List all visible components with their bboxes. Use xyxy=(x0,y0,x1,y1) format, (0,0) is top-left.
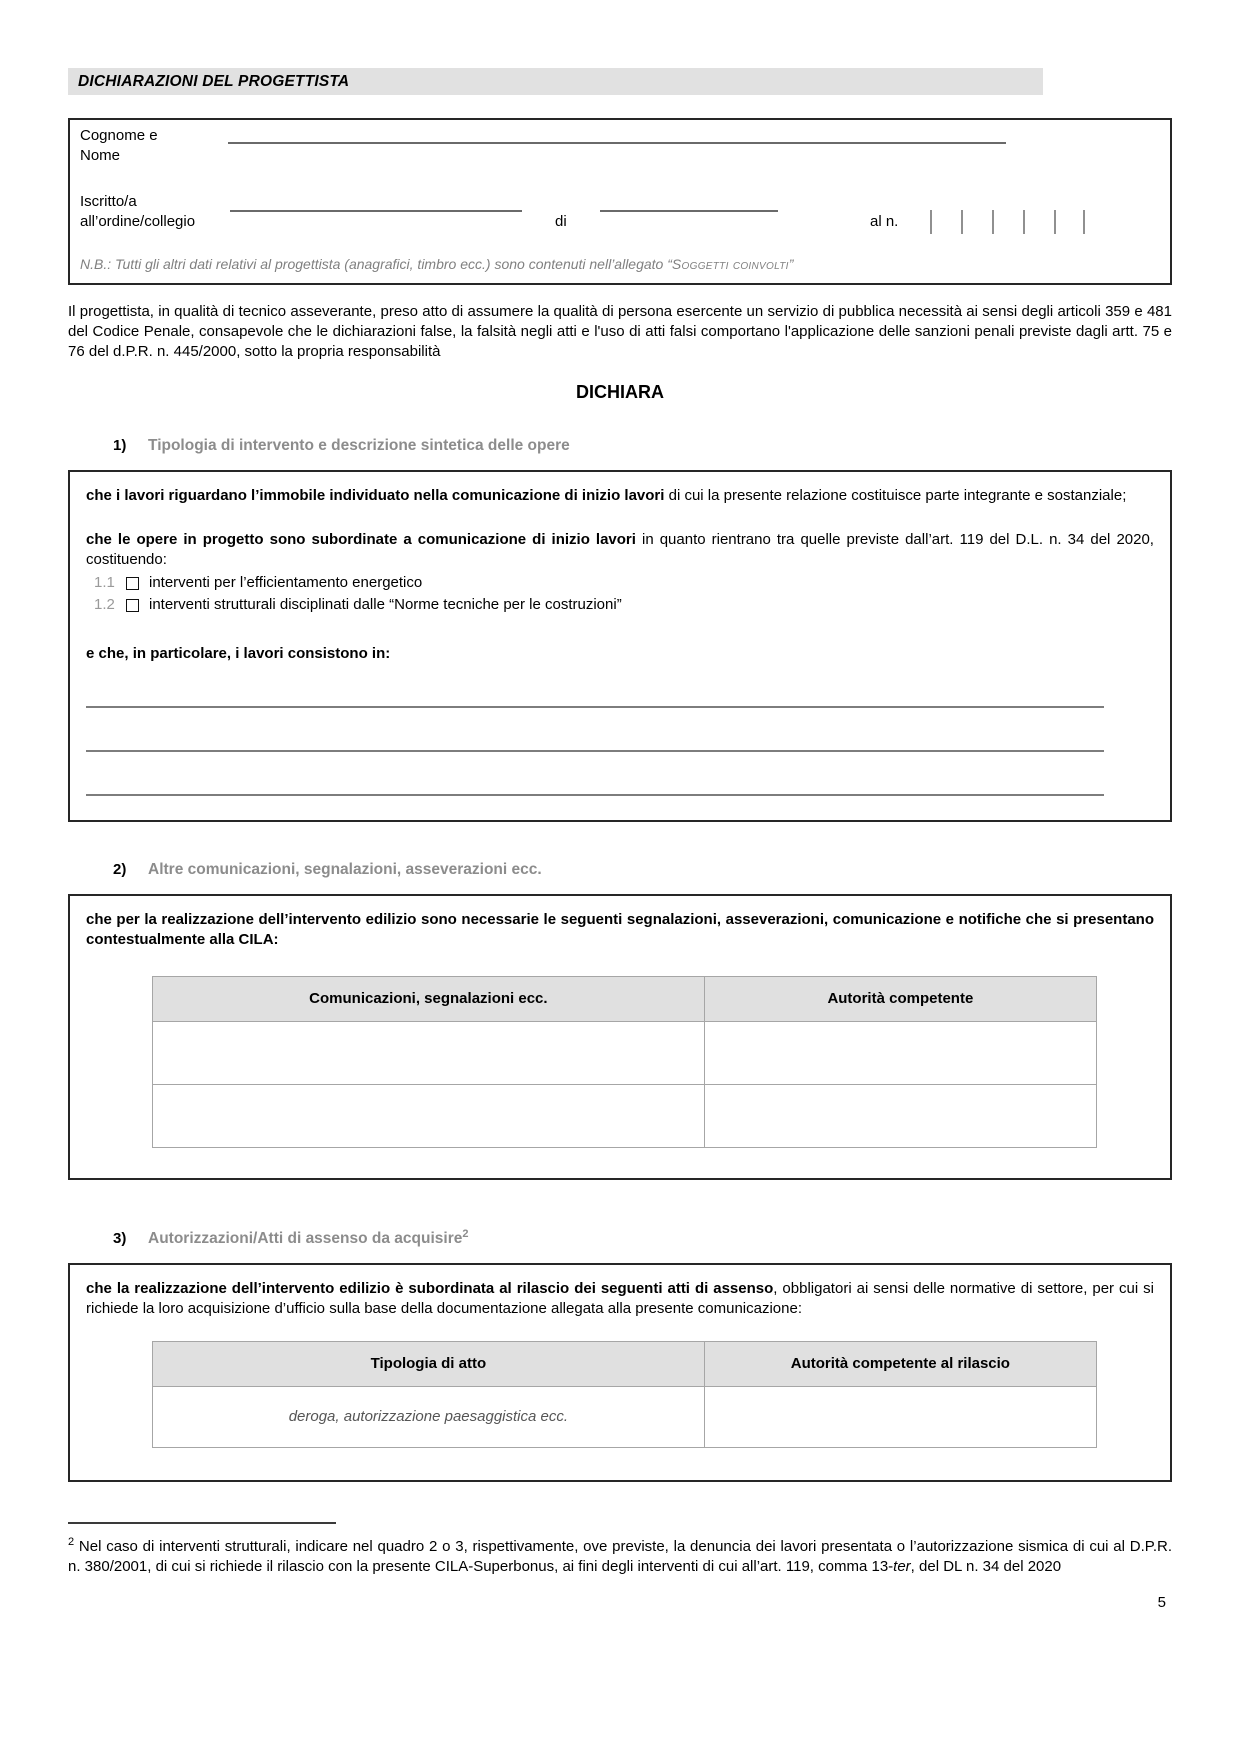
registered-label-line2: all’ordine/collegio xyxy=(80,213,196,230)
di-label: di xyxy=(555,213,567,230)
column-header: Tipologia di atto xyxy=(153,1342,705,1387)
section1-para2-bold: che le opere in progetto sono subordinate a comunicazione di inizio lavori xyxy=(86,531,636,548)
section3-intro-rest: , obbligatori ai sensi delle normative di settore, per cui si richiede la loro acquisizione d’ufficio sulla base della documentazione allegata alla presente comunicazione: xyxy=(86,1280,1154,1318)
act-type-placeholder-cell[interactable]: deroga, autorizzazione paesaggistica ecc. xyxy=(153,1387,705,1448)
section1-para1-bold: che i lavori riguardano l’immobile individuato nella comunicazione di inizio lavori xyxy=(86,487,665,504)
section1-para1 xyxy=(86,486,1154,506)
page-title: DICHIARAZIONI DEL PROGETTISTA xyxy=(78,72,350,90)
section1-box xyxy=(68,470,1172,822)
section3-number: 3) xyxy=(113,1230,127,1248)
section1-para2-rest: in quanto rientrano tra quelle previste dall’art. 119 del D.L. n. 34 del 2020, costituendo: xyxy=(86,531,1154,568)
nb-note xyxy=(80,254,793,274)
section3-intro xyxy=(86,1279,1154,1319)
checkbox-icon[interactable] xyxy=(126,577,139,590)
nb-note-allegato-name: Soggetti coinvolti xyxy=(671,256,789,272)
intervention-checklist xyxy=(86,572,1154,616)
works-intro: e che, in particolare, i lavori consistono in: xyxy=(86,645,391,662)
acts-table xyxy=(152,1341,1097,1448)
section1-para2 xyxy=(86,530,1154,570)
registered-label-line1: Iscritto/a xyxy=(80,193,137,210)
table-row xyxy=(153,1022,1097,1085)
table-row xyxy=(153,1387,1097,1448)
intro-paragraph: Il progettista, in qualità di tecnico asseverante, preso atto di assumere la qualità di persona esercente un servizio di pubblica necessità ai sensi degli articoli 359 e 481 del Codice Penale, consapevole che le dichiarazioni false, la falsità negli atti e l'uso di atti falsi comportano l'applicazione delle sanzioni penali previste dagli artt. 75 e 76 del d.P.R. n. 445/2000, sotto la propria responsabilità xyxy=(68,303,1172,360)
works-write-line-2[interactable] xyxy=(86,750,1104,752)
page-number: 5 xyxy=(1157,1594,1166,1612)
table-cell[interactable] xyxy=(153,1085,705,1148)
footnote-ter-italic: ter xyxy=(893,1558,911,1576)
section2-title: Altre comunicazioni, segnalazioni, asseverazioni ecc. xyxy=(148,861,542,878)
section1-heading xyxy=(68,436,1172,456)
table-header-row xyxy=(153,977,1097,1022)
section3-box xyxy=(68,1263,1172,1482)
comb-cell[interactable] xyxy=(1054,210,1085,234)
item-number: 1.1 xyxy=(94,574,115,591)
al-n-label: al n. xyxy=(870,213,899,230)
section1-number: 1) xyxy=(113,437,127,454)
comb-cell[interactable] xyxy=(1023,210,1054,234)
designer-info-box xyxy=(68,118,1172,285)
section3-heading xyxy=(68,1224,1172,1249)
nb-note-closing-quote: ” xyxy=(788,256,794,272)
nb-note-text: N.B.: Tutti gli altri dati relativi al progettista (anagrafici, timbro ecc.) sono contenuti nell’allegato “ xyxy=(80,256,672,272)
checklist-item-energy xyxy=(86,572,1154,594)
column-header: Autorità competente xyxy=(704,977,1096,1022)
footnote-separator xyxy=(68,1522,336,1524)
comb-cell[interactable] xyxy=(992,210,1023,234)
comb-cell[interactable] xyxy=(961,210,992,234)
section2-box xyxy=(68,894,1172,1180)
checklist-item-structural xyxy=(86,594,1154,616)
surname-label-line1: Cognome e xyxy=(80,127,158,144)
column-header: Autorità competente al rilascio xyxy=(704,1342,1096,1387)
section1-title: Tipologia di intervento e descrizione sintetica delle opere xyxy=(148,437,570,454)
comb-cell[interactable] xyxy=(930,210,961,234)
works-write-line-1[interactable] xyxy=(86,706,1104,708)
section2-heading xyxy=(68,860,1172,880)
section1-para1-rest: di cui la presente relazione costituisce parte integrante e sostanziale; xyxy=(664,487,1127,504)
order-fill-line[interactable] xyxy=(230,210,522,212)
section3-title xyxy=(148,1224,469,1249)
footnote-marker: 2 xyxy=(68,1536,75,1549)
surname-label-line2: Nome xyxy=(80,147,121,164)
table-cell[interactable] xyxy=(704,1022,1096,1085)
item-label: interventi strutturali disciplinati dalle “Norme tecniche per le costruzioni” xyxy=(149,596,622,613)
section-title-band xyxy=(68,68,1043,95)
table-row xyxy=(153,1085,1097,1148)
column-header: Comunicazioni, segnalazioni ecc. xyxy=(153,977,705,1022)
table-cell[interactable] xyxy=(704,1387,1096,1448)
checkbox-icon[interactable] xyxy=(126,599,139,612)
registration-number-comb-field[interactable] xyxy=(930,210,1085,234)
surname-fill-line[interactable] xyxy=(228,142,1006,144)
table-cell[interactable] xyxy=(704,1085,1096,1148)
item-label: interventi per l’efficientamento energetico xyxy=(149,574,423,591)
table-cell[interactable] xyxy=(153,1022,705,1085)
page-content xyxy=(68,0,1172,1613)
section2-number: 2) xyxy=(113,861,127,878)
footnote-text: Nel caso di interventi strutturali, indicare nel quadro 2 o 3, rispettivamente, ove previste, la denuncia dei lavori presentata o l’autorizzazione sismica di cui al D.P.R. n. 380/2001, di cui si richiede il rilascio con la presente CILA-Superbonus, ai fini degli interventi di cui all’art. 119, comma 13- xyxy=(68,1538,1172,1576)
footnote xyxy=(68,1532,1172,1577)
works-write-line-3[interactable] xyxy=(86,794,1104,796)
section3-footnote-ref: 2 xyxy=(462,1228,469,1240)
dichiara-heading: DICHIARA xyxy=(576,382,664,402)
item-number: 1.2 xyxy=(94,596,115,613)
footnote-text-end: , del DL n. 34 del 2020 xyxy=(910,1558,1062,1576)
communications-table xyxy=(152,976,1097,1148)
province-fill-line[interactable] xyxy=(600,210,778,212)
section2-intro: che per la realizzazione dell’intervento edilizio sono necessarie le seguenti segnalazioni, asseverazioni, comunicazione e notifiche che si presentano contestualmente alla CILA: xyxy=(86,911,1154,948)
section3-title-text: Autorizzazioni/Atti di assenso da acquisire xyxy=(148,1230,463,1248)
section3-intro-bold: che la realizzazione dell’intervento edilizio è subordinata al rilascio dei seguenti atti di assenso xyxy=(86,1280,774,1298)
table-header-row xyxy=(153,1342,1097,1387)
